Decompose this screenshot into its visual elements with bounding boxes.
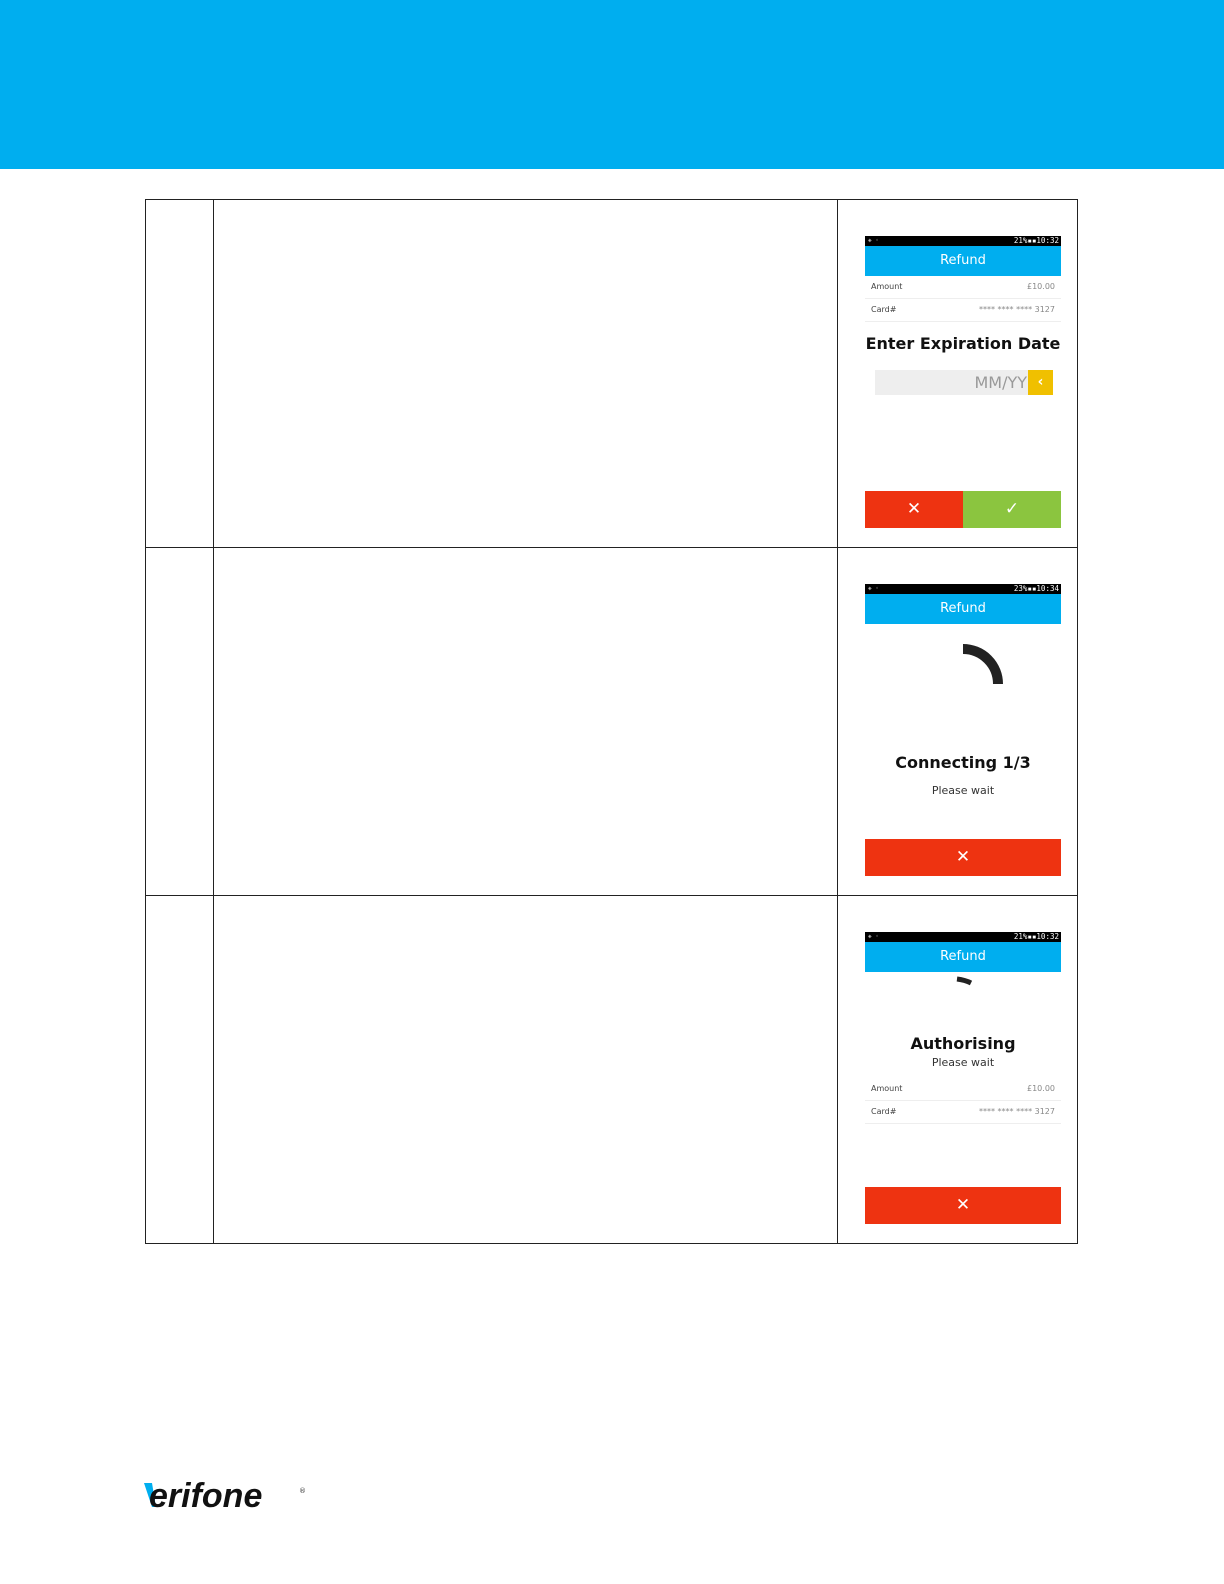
steps-table	[145, 199, 1078, 1244]
card-row	[865, 1101, 1061, 1124]
cancel-button[interactable]: ✕	[865, 1187, 1061, 1224]
spinner-icon	[938, 644, 1018, 724]
expiry-placeholder: MM/YY	[974, 373, 1027, 392]
status-battery-time: 23%▪▪10:34	[1013, 584, 1059, 593]
step-description-cell	[214, 548, 838, 896]
status-bar	[865, 584, 1061, 594]
card-value: **** **** **** 3127	[979, 305, 1055, 314]
amount-label: Amount	[871, 1084, 903, 1093]
action-buttons	[865, 839, 1061, 876]
transaction-details	[865, 1078, 1061, 1124]
status-bar	[865, 236, 1061, 246]
status-battery-time: 21%▪▪10:32	[1013, 932, 1059, 941]
amount-value: £10.00	[1027, 1084, 1055, 1093]
confirm-button[interactable]: ✓	[963, 491, 1061, 528]
step-number-cell	[146, 200, 214, 548]
status-icons: ◈ ◦	[868, 585, 879, 592]
action-buttons	[865, 491, 1061, 528]
status-icons: ◈ ◦	[868, 237, 879, 244]
terminal-screen-connecting	[865, 584, 1061, 876]
card-row	[865, 299, 1061, 322]
amount-value: £10.00	[1027, 282, 1055, 291]
status-battery-time: 21%▪▪10:32	[1013, 236, 1059, 245]
step-description-cell	[214, 200, 838, 548]
header-band	[0, 0, 1224, 169]
table-row	[146, 200, 1078, 548]
screen-title: Refund	[865, 942, 1061, 972]
svg-text:®: ®	[299, 1487, 306, 1495]
table-row	[146, 548, 1078, 896]
backspace-icon[interactable]: ‹	[1028, 370, 1053, 395]
step-number-cell	[146, 548, 214, 896]
please-wait-text: Please wait	[931, 784, 995, 797]
amount-row	[865, 1078, 1061, 1101]
cancel-button[interactable]: ✕	[865, 491, 963, 528]
status-bar	[865, 932, 1061, 942]
connecting-heading: Connecting 1/3	[895, 753, 1031, 772]
screen-title: Refund	[865, 594, 1061, 624]
card-label: Card#	[871, 305, 897, 314]
terminal-screen-authorising	[865, 932, 1061, 1224]
table-row	[146, 896, 1078, 1244]
screenshot-cell	[838, 200, 1078, 548]
step-description-cell	[214, 896, 838, 1244]
screenshot-cell	[838, 548, 1078, 896]
status-icons: ◈ ◦	[868, 933, 879, 940]
svg-text:erifone: erifone	[149, 1477, 263, 1515]
card-value: **** **** **** 3127	[979, 1107, 1055, 1116]
please-wait-text: Please wait	[931, 1056, 995, 1069]
action-buttons	[865, 1187, 1061, 1224]
cancel-button[interactable]: ✕	[865, 839, 1061, 876]
spinner-icon	[953, 974, 977, 990]
step-number-cell	[146, 896, 214, 1244]
verifone-logo	[141, 1475, 311, 1519]
terminal-screen-expiry	[865, 236, 1061, 528]
screen-title: Refund	[865, 246, 1061, 276]
expiry-heading: Enter Expiration Date	[865, 334, 1061, 353]
screenshot-cell	[838, 896, 1078, 1244]
expiry-input[interactable]	[875, 370, 1053, 395]
authorising-heading: Authorising	[910, 1034, 1016, 1053]
amount-label: Amount	[871, 282, 903, 291]
amount-row	[865, 276, 1061, 299]
card-label: Card#	[871, 1107, 897, 1116]
